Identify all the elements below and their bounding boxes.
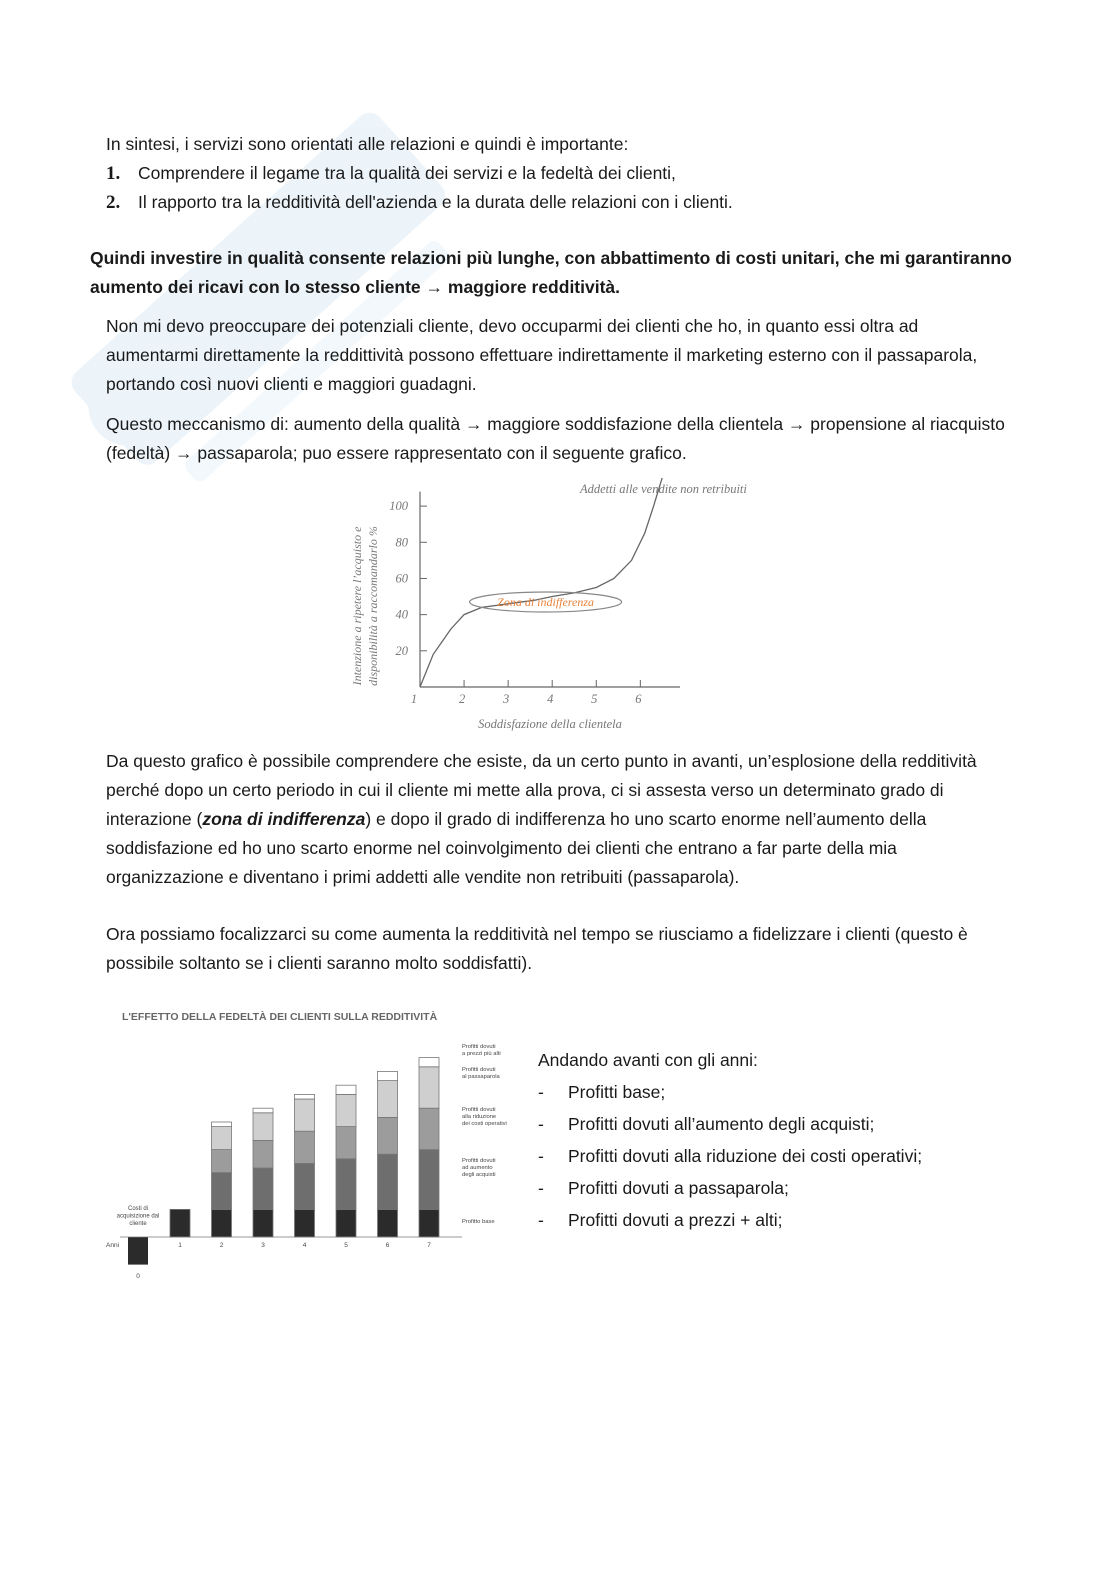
chart-axis	[106, 1206, 462, 1249]
paragraph-loyalty: Ora possiamo focalizzarci su come aumenta la redditività nel tempo se riusciamo a fidelizzare i clienti (questo è possibile soltanto se i clienti saranno molto soddisfatti).	[106, 924, 968, 973]
numbered-list	[106, 159, 1006, 217]
bar-segment	[295, 1209, 315, 1237]
y-tick-label: 40	[395, 607, 408, 622]
bar-segment	[378, 1117, 398, 1154]
list-item	[538, 1172, 998, 1204]
bar-segment	[253, 1113, 273, 1141]
acquisition-cost-label: acquisizione dal	[116, 1213, 160, 1220]
list-number: 2.	[106, 192, 121, 213]
acquisition-cost-label: Costi di	[127, 1206, 149, 1212]
dash-bullet: -	[538, 1114, 544, 1134]
list-text: Profitti base;	[568, 1082, 666, 1102]
bar-segment	[295, 1099, 315, 1131]
year-tick-label: 2	[219, 1242, 224, 1249]
bar-segment	[295, 1094, 315, 1099]
bar-segment	[336, 1209, 356, 1237]
paragraph-customers: Non mi devo preoccupare dei potenziali cliente, devo occuparmi dei clienti che ho, in quanto essi oltra ad aumentarmi direttamente la reddittività possono effettuare indirettamente il marketing esterno con il passaparola, portando così nuovi clienti e maggiori guadagni.	[106, 316, 978, 394]
bar-segment	[419, 1209, 439, 1237]
bar-segment	[378, 1081, 398, 1118]
bar-segment	[253, 1140, 273, 1168]
bar-segment	[336, 1085, 356, 1094]
year-tick-label: 5	[344, 1242, 348, 1249]
year-tick-label: 0	[136, 1273, 140, 1280]
bar-segment	[378, 1154, 398, 1209]
y-axis-label-line2: disponibilità a raccomandarlo %	[366, 526, 380, 686]
y-axis-label-line1: Intenzione a ripetere l’acquisto e	[350, 526, 364, 686]
profit-list	[538, 1044, 998, 1236]
unpaid-salespeople-label: Addetti alle vendite non retribuiti	[580, 482, 747, 496]
list-text: Il rapporto tra la redditività dell'azienda e la durata delle relazioni con i clienti.	[138, 192, 733, 212]
bar-segment	[336, 1159, 356, 1210]
list-number: 1.	[106, 163, 121, 184]
dash-bullet: -	[538, 1146, 544, 1166]
bar-segment	[212, 1127, 232, 1150]
bar-segment	[212, 1150, 232, 1173]
year-tick-label: 3	[261, 1242, 265, 1249]
bar-segment	[295, 1163, 315, 1209]
paragraph-explanation	[106, 747, 1006, 892]
list-item	[538, 1140, 998, 1172]
bar-segment	[419, 1058, 439, 1067]
list-text: Profitti dovuti all’aumento degli acquisti;	[568, 1114, 875, 1134]
bar-acquisition-cost	[128, 1237, 148, 1265]
bar-segment	[295, 1131, 315, 1163]
bar-segment	[419, 1150, 439, 1210]
profit-list-lead: Andando avanti con gli anni:	[538, 1050, 758, 1070]
bold-paragraph: Quindi investire in qualità consente relazioni più lunghe, con abbattimento di costi unitari, che mi garantiranno aumento dei ricavi con lo stesso cliente → maggiore redditività.	[90, 248, 1012, 297]
intro-section	[106, 130, 1006, 217]
year-tick-label: 7	[427, 1242, 431, 1249]
legend-label: dei costi operativi	[462, 1121, 507, 1127]
legend-label: Profitti dovuti	[462, 1158, 496, 1164]
intro-lead: In sintesi, i servizi sono orientati alle relazioni e quindi è importante:	[106, 134, 629, 154]
paragraph-mechanism: Questo meccanismo di: aumento della qualità → maggiore soddisfazione della clientela → propensione al riacquisto (fedeltà) → passaparola; puo essere rappresentato con il seguente grafico.	[106, 414, 1005, 463]
x-tick-label: 6	[635, 692, 642, 706]
list-text: Profitti dovuti a prezzi + alti;	[568, 1210, 783, 1230]
list-item	[106, 188, 1006, 217]
list-text: Profitti dovuti alla riduzione dei costi operativi;	[568, 1146, 923, 1166]
list-item	[538, 1204, 998, 1236]
bar-segment	[253, 1209, 273, 1237]
dash-bullet: -	[538, 1082, 544, 1102]
list-item	[106, 159, 1006, 188]
loyalty-profit-bar-chart	[100, 1004, 530, 1288]
bar-segment	[378, 1209, 398, 1237]
bar-segment	[212, 1209, 232, 1237]
bar-segment	[336, 1094, 356, 1126]
y-tick-label: 100	[389, 499, 408, 514]
y-tick-label: 80	[395, 535, 408, 550]
legend-label: alla riduzione	[462, 1114, 497, 1120]
bar-segment	[212, 1122, 232, 1127]
legend-label: degli acquisti	[462, 1172, 496, 1178]
legend-label: Profitti dovuti	[462, 1067, 496, 1073]
legend-label: Profitti dovuti	[462, 1044, 496, 1050]
list-text: Profitti dovuti a passaparola;	[568, 1178, 789, 1198]
x-axis-label: Soddisfazione della clientela	[478, 717, 622, 731]
chart-axes	[420, 492, 680, 687]
y-tick-label: 20	[395, 643, 408, 658]
x-tick-label: 2	[458, 692, 466, 706]
legend-label: al passaparola	[462, 1074, 500, 1080]
x-tick-label: 3	[503, 692, 510, 706]
x-tick-label: 5	[591, 692, 598, 706]
list-item	[538, 1076, 998, 1108]
satisfaction-line-chart	[340, 478, 780, 740]
list-item	[538, 1108, 998, 1140]
bar-segment	[170, 1209, 190, 1237]
year-tick-label: 4	[302, 1242, 307, 1249]
bar-segment	[336, 1127, 356, 1159]
chart-legend	[462, 1044, 507, 1225]
year-tick-label: 1	[178, 1242, 182, 1249]
paragraph-text: Da questo grafico è possibile comprendere che esiste, da un certo punto in avanti, un’esplosione della redditività perché dopo un certo periodo in cui il cliente mi mette alla prova, ci si assesta verso un determinato grado di interazione (	[106, 751, 977, 829]
y-tick-label: 60	[395, 571, 408, 586]
bar-segment	[212, 1173, 232, 1210]
list-text: Comprendere il legame tra la qualità dei servizi e la fedeltà dei clienti,	[138, 163, 676, 183]
line-series	[420, 478, 671, 687]
indifference-zone-label: Zona di indifferenza	[497, 594, 595, 609]
bar-segment	[419, 1067, 439, 1108]
dash-bullet: -	[538, 1210, 544, 1230]
x-axis-label: Anni	[106, 1242, 120, 1249]
legend-label: ad aumento	[462, 1165, 493, 1171]
bar-segment	[378, 1071, 398, 1080]
dash-bullet: -	[538, 1178, 544, 1198]
bar-segment	[253, 1108, 273, 1113]
x-tick-label: 1	[410, 692, 418, 706]
x-tick-label: 4	[547, 692, 554, 706]
bar-group	[128, 1058, 439, 1280]
bar-segment	[419, 1108, 439, 1149]
chart-title: L'EFFETTO DELLA FEDELTÀ DEI CLIENTI SULLA REDDITIVITÀ	[122, 1011, 438, 1023]
year-tick-label: 6	[385, 1242, 390, 1249]
legend-label: Profitti dovuti	[462, 1107, 496, 1113]
acquisition-cost-label: cliente	[129, 1221, 147, 1227]
legend-label: a prezzi più alti	[462, 1051, 501, 1057]
emphasis-term: zona di indifferenza	[202, 809, 366, 829]
legend-label: Profitto base	[462, 1219, 495, 1225]
profit-items	[538, 1076, 998, 1236]
paragraph-text: ) e dopo il grado di indifferenza ho uno scarto enorme nell’aumento della soddisfazione ed ho uno scarto enorme nel coinvolgimento dei clienti che entrano a far parte della mia organizzazione e diventano i primi addetti alle vendite non retribuiti (passaparola).	[106, 809, 927, 887]
bar-segment	[253, 1168, 273, 1209]
